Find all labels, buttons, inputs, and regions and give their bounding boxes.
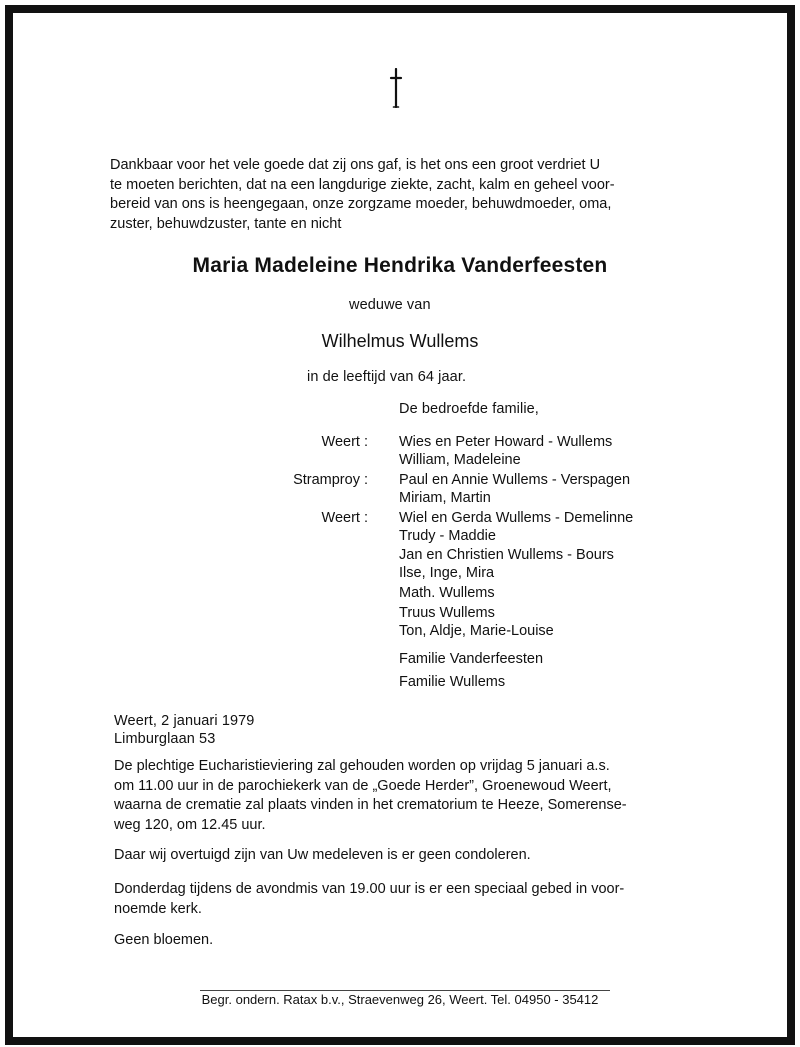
intro-paragraph — [110, 156, 690, 234]
footer-divider — [200, 990, 610, 991]
prayer-paragraph — [114, 880, 694, 919]
date-place: Weert, 2 januari 1979 — [114, 713, 255, 729]
place-weert-2: Weert : — [321, 510, 368, 526]
flowers-line: Geen bloemen. — [114, 932, 214, 948]
family-line: Ilse, Inge, Mira — [399, 565, 495, 581]
family-line: Wiel en Gerda Wullems - Demelinne — [399, 510, 634, 526]
cross-icon — [388, 68, 404, 108]
place-stramproy: Stramproy : — [293, 472, 368, 488]
prayer-line: Donderdag tijdens de avondmis van 19.00 uur is er een speciaal gebed in voor- — [114, 881, 625, 897]
family-line: Jan en Christien Wullems - Bours — [399, 547, 614, 563]
place-weert: Weert : — [321, 434, 368, 450]
deceased-name: Maria Madeleine Hendrika Vanderfeesten — [192, 254, 608, 277]
husband-name: Wilhelmus Wullems — [321, 331, 479, 351]
service-paragraph — [114, 757, 694, 835]
service-line: waarna de crematie zal plaats vinden in het crematorium te Heeze, Somerense- — [114, 797, 627, 813]
widow-of-label: weduwe van — [349, 297, 431, 313]
family-line: Wies en Peter Howard - Wullems — [399, 434, 613, 450]
intro-line: Dankbaar voor het vele goede dat zij ons gaf, is het ons een groot verdriet U — [110, 157, 601, 173]
family-line: Familie Vanderfeesten — [399, 651, 544, 667]
family-line: Math. Wullems — [399, 585, 495, 601]
footer-text: Begr. ondern. Ratax b.v., Straevenweg 26, Weert. Tel. 04950 - 35412 — [201, 992, 599, 1007]
address: Limburglaan 53 — [114, 731, 216, 747]
intro-line: zuster, behuwdzuster, tante en nicht — [110, 215, 342, 232]
service-line: De plechtige Eucharistieviering zal gehouden worden op vrijdag 5 januari a.s. — [114, 758, 610, 774]
family-header: De bedroefde familie, — [399, 401, 539, 417]
family-line: Miriam, Martin — [399, 490, 491, 506]
intro-line: bereid van ons is heengegaan, onze zorgzame moeder, behuwdmoeder, oma, — [110, 196, 612, 212]
family-line: William, Madeleine — [399, 452, 521, 468]
condolence-line: Daar wij overtuigd zijn van Uw medeleven is er geen condoleren. — [114, 847, 531, 863]
family-line: Truus Wullems — [399, 605, 495, 621]
intro-line: te moeten berichten, dat na een langdurige ziekte, zacht, kalm en geheel voor- — [110, 176, 615, 193]
age-text: in de leeftijd van 64 jaar. — [307, 369, 467, 385]
family-line: Familie Wullems — [399, 674, 506, 690]
service-line: weg 120, om 12.45 uur. — [114, 816, 266, 833]
family-line: Paul en Annie Wullems - Verspagen — [399, 472, 631, 488]
service-line: om 11.00 uur in de parochiekerk van de „Goede Herder”, Groenewoud Weert, — [114, 777, 612, 794]
family-line: Trudy - Maddie — [399, 528, 496, 544]
family-line: Ton, Aldje, Marie-Louise — [399, 623, 554, 639]
prayer-line: noemde kerk. — [114, 900, 202, 917]
